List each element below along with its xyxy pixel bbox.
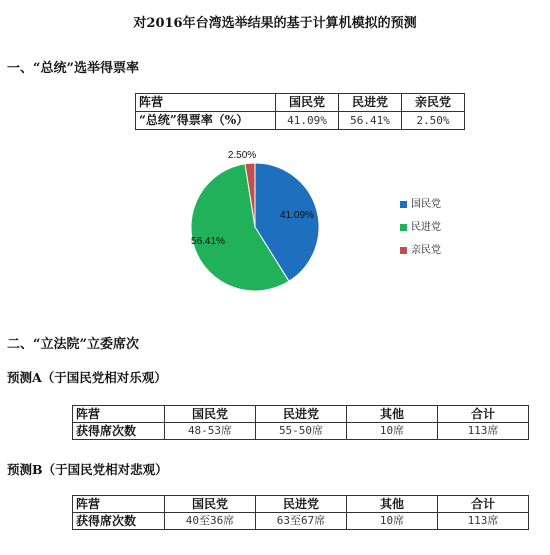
header-cell: 亲民党 [402,94,465,112]
legend-item [400,218,441,233]
legend-label: 民进党 [411,222,441,233]
pie-data-label: 2.50% [227,150,257,161]
value-cell: 56.41% [339,112,402,130]
header-cell: 合计 [438,406,529,423]
header-cell: 阵营 [73,406,165,423]
pie-data-label: 41.09% [280,210,314,221]
header-cell: 其他 [347,496,438,513]
value-cell: 55-50席 [256,423,347,440]
table-row [73,513,529,530]
section2-heading: 二、“立法院”立委席次 [7,337,139,352]
header-cell: 其他 [347,406,438,423]
value-cell: 10席 [347,513,438,530]
legend-label: 亲民党 [411,245,441,256]
forecast-b-heading: 预测B（于国民党相对悲观） [7,462,168,477]
legend-label: 国民党 [411,199,441,210]
vote-share-pie-chart [150,145,390,295]
header-cell: 阵营 [136,94,276,112]
value-cell: 113席 [438,513,529,530]
table-row [136,112,465,130]
header-cell: 国民党 [165,496,256,513]
forecast-b-table [72,495,529,530]
pie-data-label: 56.41% [191,236,225,247]
legend-swatch [400,201,407,208]
header-cell: 民进党 [339,94,402,112]
value-cell: 48-53席 [165,423,256,440]
row-label: “总统”得票率（%） [136,112,276,130]
value-cell: 10席 [347,423,438,440]
legend-item [400,241,441,256]
legend-swatch [400,224,407,231]
value-cell: 63至67席 [256,513,347,530]
header-cell: 民进党 [256,496,347,513]
row-label: 获得席次数 [73,423,165,440]
table-row [73,423,529,440]
table-header-row [73,406,529,423]
vote-share-table [135,93,465,130]
header-cell: 国民党 [165,406,256,423]
section1-heading: 一、“总统”选举得票率 [7,61,139,76]
header-cell: 阵营 [73,496,165,513]
forecast-a-heading: 预测A（于国民党相对乐观） [7,370,167,385]
forecast-a-table [72,405,529,440]
page-title: 对2016年台湾选举结果的基于计算机模拟的预测 [133,16,417,31]
table-header-row [136,94,465,112]
legend-swatch [400,247,407,254]
value-cell: 113席 [438,423,529,440]
table-header-row [73,496,529,513]
legend-item [400,195,441,210]
value-cell: 40至36席 [165,513,256,530]
header-cell: 民进党 [256,406,347,423]
header-cell: 合计 [438,496,529,513]
value-cell: 41.09% [276,112,339,130]
header-cell: 国民党 [276,94,339,112]
row-label: 获得席次数 [73,513,165,530]
value-cell: 2.50% [402,112,465,130]
